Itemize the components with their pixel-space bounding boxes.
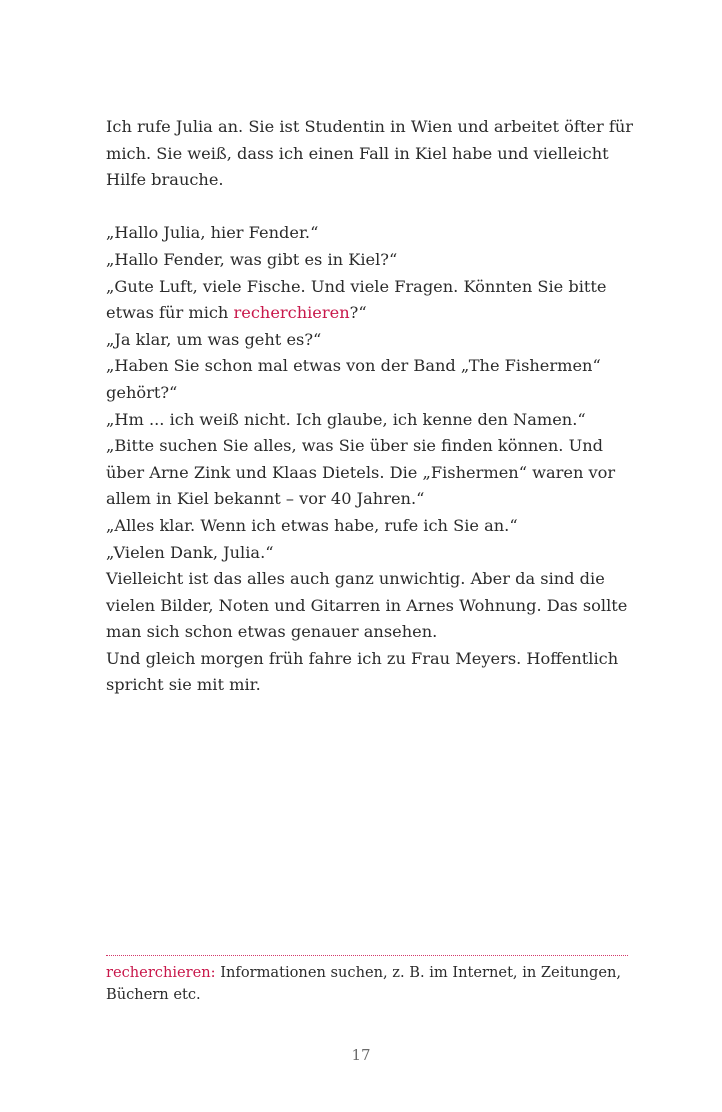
dialogue-line: „Hm ... ich weiß nicht. Ich glaube, ich kenne den Namen.“ (106, 409, 586, 429)
dialogue-line: „Alles klar. Wenn ich etwas habe, rufe ich Sie an.“ (106, 515, 518, 535)
footnote-term: recherchieren: (106, 964, 216, 981)
dialogue-line: „Hallo Fender, was gibt es in Kiel?“ (106, 249, 398, 269)
dialogue-line: „Hallo Julia, hier Fender.“ (106, 223, 319, 243)
dialogue-line: „Ja klar, um was geht es?“ (106, 329, 322, 349)
dialogue-line-with-glossed-term (106, 274, 636, 327)
dialogue-text: „Gute Luft, viele Fische. Und viele Fragen. Könnten Sie bitte etwas für mich (106, 276, 607, 323)
dialogue-line: „Bitte suchen Sie alles, was Sie über sie finden können. Und über Arne Zink und Klaas Dietels. Die „Fishermen“ waren vor allem in Kiel bekannt – vor 40 Jahren.“ (106, 436, 616, 509)
dialogue-text: ?“ (349, 303, 367, 323)
footnote-divider (106, 955, 628, 956)
paragraph-narration: Und gleich morgen früh fahre ich zu Frau Meyers. Hoffentlich spricht sie mit mir. (106, 648, 619, 695)
dialogue-line: „Haben Sie schon mal etwas von der Band „The Fishermen“ gehört?“ (106, 356, 601, 402)
paragraph-intro: Ich rufe Julia an. Sie ist Studentin in Wien und arbeitet öfter für mich. Sie weiß, dass ich einen Fall in Kiel habe und vielleicht Hilfe brauche. (106, 117, 634, 190)
glossed-term: recherchieren (233, 303, 350, 323)
footnote (106, 962, 636, 1005)
footnote-definition: Informationen suchen, z. B. im Internet, in Zeitungen, Büchern etc. (106, 964, 622, 1003)
dialogue-line: „Vielen Dank, Julia.“ (106, 542, 274, 562)
main-text (106, 114, 636, 699)
page-number: 17 (351, 1046, 371, 1064)
paragraph-narration: Vielleicht ist das alles auch ganz unwichtig. Aber da sind die vielen Bilder, Noten und Gitarren in Arnes Wohnung. Das sollte man sich schon etwas genauer ansehen. (106, 569, 628, 642)
paragraph-gap (106, 194, 636, 221)
